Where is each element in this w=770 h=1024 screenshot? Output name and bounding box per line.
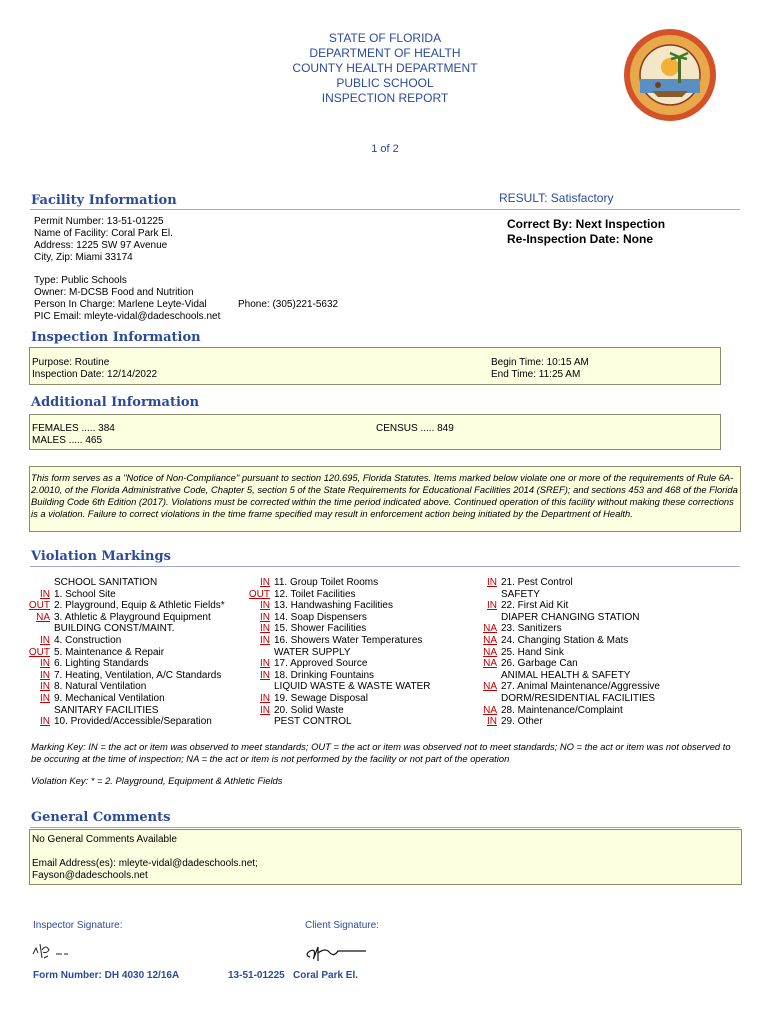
violation-label: 29. Other bbox=[501, 716, 543, 728]
violation-item bbox=[240, 635, 422, 647]
violation-label: 24. Changing Station & Mats bbox=[501, 635, 629, 646]
violation-code: IN bbox=[40, 681, 50, 693]
violation-code: NA bbox=[483, 635, 497, 646]
violation-label: 13. Handwashing Facilities bbox=[274, 600, 393, 612]
violation-code: IN bbox=[260, 623, 270, 635]
section-divider bbox=[30, 827, 740, 828]
section-divider bbox=[30, 209, 740, 210]
violation-code: NA bbox=[483, 704, 497, 716]
footer-permit: 13-51-01225 bbox=[228, 970, 285, 981]
violation-item bbox=[467, 623, 562, 635]
violation-label: 26. Garbage Can bbox=[501, 658, 578, 670]
header-line: PUBLIC SCHOOL bbox=[336, 76, 434, 90]
violation-label: 25. Hand Sink bbox=[501, 646, 564, 658]
violation-code: IN bbox=[40, 669, 50, 681]
violation-item bbox=[20, 681, 146, 693]
violation-label: 8. Natural Ventilation bbox=[54, 681, 147, 693]
violation-item bbox=[20, 693, 165, 705]
violation-code: IN bbox=[40, 658, 50, 670]
header-line: INSPECTION REPORT bbox=[321, 91, 449, 105]
violation-code: IN bbox=[487, 600, 497, 612]
violation-item bbox=[467, 693, 655, 705]
violation-label: 7. Heating, Ventilation, A/C Standards bbox=[54, 669, 222, 681]
comments-box bbox=[29, 829, 742, 885]
violation-label: 11. Group Toilet Rooms bbox=[274, 577, 379, 588]
reinspection-date: Re-Inspection Date: None bbox=[507, 232, 654, 246]
violation-label: 10. Provided/Accessible/Separation bbox=[54, 716, 212, 728]
violation-item bbox=[467, 612, 640, 624]
violation-label: SAFETY bbox=[501, 588, 540, 600]
violation-label: 28. Maintenance/Complaint bbox=[501, 704, 623, 716]
violation-code: OUT bbox=[28, 646, 50, 658]
general-comments: No General Comments Available bbox=[32, 834, 177, 845]
violation-label: 6. Lighting Standards bbox=[54, 658, 149, 670]
violation-item bbox=[240, 647, 351, 659]
violation-item bbox=[20, 658, 149, 670]
facility-details bbox=[30, 212, 740, 324]
violation-item bbox=[467, 716, 543, 728]
violation-item bbox=[240, 705, 344, 717]
violation-code: IN bbox=[487, 716, 497, 728]
inspection-box bbox=[29, 347, 721, 385]
person-in-charge: Person In Charge: Marlene Leyte-Vidal bbox=[34, 299, 207, 310]
violation-item bbox=[467, 589, 540, 601]
violation-label: 17. Approved Source bbox=[274, 658, 368, 670]
header-line: STATE OF FLORIDA bbox=[328, 31, 442, 45]
violation-label: ANIMAL HEALTH & SAFETY bbox=[501, 669, 631, 681]
violation-code: IN bbox=[260, 600, 270, 612]
violation-code: IN bbox=[40, 588, 50, 600]
facility-phone: Phone: (305)221-5632 bbox=[238, 299, 339, 310]
violation-item bbox=[20, 635, 121, 647]
form-number: Form Number: DH 4030 12/16A bbox=[33, 970, 180, 981]
violation-label: 4. Construction bbox=[54, 635, 122, 646]
violation-label: 19. Sewage Disposal bbox=[274, 693, 368, 704]
correct-by: Correct By: Next Inspection bbox=[507, 217, 666, 231]
facility-address: Address: 1225 SW 97 Avenue bbox=[34, 240, 168, 251]
violation-label: BUILDING CONST/MAINT. bbox=[54, 623, 175, 635]
violation-code: NA bbox=[36, 611, 50, 623]
violation-item bbox=[467, 577, 573, 589]
violation-item bbox=[467, 635, 628, 647]
result-status: RESULT: Satisfactory bbox=[499, 191, 614, 205]
begin-time: Begin Time: 10:15 AM bbox=[491, 357, 589, 368]
violation-code: IN bbox=[260, 704, 270, 716]
violation-item bbox=[467, 670, 630, 682]
violation-code: IN bbox=[260, 577, 270, 588]
census-count: CENSUS ..... 849 bbox=[376, 423, 454, 434]
violation-item bbox=[20, 716, 212, 728]
violation-item bbox=[20, 670, 221, 682]
additional-box bbox=[29, 414, 721, 450]
pic-email: PIC Email: mleyte-vidal@dadeschools.net bbox=[34, 311, 221, 322]
violation-item bbox=[240, 670, 374, 682]
violation-code: IN bbox=[260, 611, 270, 623]
violation-label: 22. First Aid Kit bbox=[501, 600, 569, 612]
males-count: MALES ..... 465 bbox=[32, 435, 103, 446]
violation-item bbox=[240, 681, 431, 693]
violation-item bbox=[467, 681, 660, 693]
violation-code: IN bbox=[40, 635, 50, 646]
inspector-signature-label: Inspector Signature: bbox=[33, 920, 123, 931]
violation-code: NA bbox=[483, 681, 497, 693]
notice-text: This form serves as a "Notice of Non-Compliance" pursuant to section 120.695, Florida Statutes. Items marked below violate one or more of the requirements of Rule 6A-2.0010, of the Florida Administrative Code, Chapter 5, section 5 of the State Requirements for Educational Facilities 2014 (SREF); and sections 453 and 468 of the Florida Building Code 6th Edition (2017). Violations must be corrected within the time period indicated above. Continued operation of this facility without making these corrections is a violation. Failure to correct violations in the time frame specified may result in enforcement action being initiated by the Department of Health. bbox=[31, 472, 738, 519]
violation-item bbox=[240, 612, 367, 624]
violations-grid bbox=[0, 577, 770, 732]
violation-code: IN bbox=[40, 693, 50, 704]
violation-label: WATER SUPPLY bbox=[274, 646, 351, 658]
violation-label: 20. Solid Waste bbox=[274, 704, 344, 716]
violation-label: 2. Playground, Equip & Athletic Fields* bbox=[54, 600, 225, 612]
violation-key: Violation Key: * = 2. Playground, Equipment & Athletic Fields bbox=[31, 775, 283, 786]
violation-item bbox=[240, 658, 367, 670]
header-line: DEPARTMENT OF HEALTH bbox=[309, 46, 461, 60]
violation-label: 21. Pest Control bbox=[501, 577, 573, 588]
violation-item bbox=[467, 647, 564, 659]
state-seal-icon bbox=[622, 27, 718, 123]
violation-label: SANITARY FACILITIES bbox=[54, 704, 159, 716]
violation-item bbox=[20, 577, 157, 589]
facility-section-title: Facility Information bbox=[31, 193, 177, 208]
violation-label: 14. Soap Dispensers bbox=[274, 611, 367, 623]
violation-label: PEST CONTROL bbox=[274, 716, 352, 728]
violation-item bbox=[240, 577, 378, 589]
facility-type: Type: Public Schools bbox=[34, 275, 127, 286]
violation-item bbox=[240, 623, 366, 635]
violation-code: NA bbox=[483, 658, 497, 670]
violation-item bbox=[240, 589, 356, 601]
violation-label: LIQUID WASTE & WASTE WATER bbox=[274, 681, 431, 693]
violation-item bbox=[240, 600, 393, 612]
facility-name: Name of Facility: Coral Park El. bbox=[34, 228, 173, 239]
facility-city: City, Zip: Miami 33174 bbox=[34, 252, 133, 263]
violation-code: OUT bbox=[28, 600, 50, 612]
violations-section-title: Violation Markings bbox=[31, 549, 171, 564]
violation-item bbox=[240, 716, 352, 728]
violation-item bbox=[467, 600, 568, 612]
violation-item bbox=[20, 647, 164, 659]
header-line: COUNTY HEALTH DEPARTMENT bbox=[292, 61, 478, 75]
violation-code: IN bbox=[40, 716, 50, 728]
violation-label: 15. Shower Facilities bbox=[274, 623, 367, 635]
section-divider bbox=[30, 566, 740, 567]
violation-label: 12. Toilet Facilities bbox=[274, 588, 356, 600]
violation-item bbox=[240, 693, 368, 705]
client-signature-label: Client Signature: bbox=[305, 920, 379, 931]
report-header bbox=[190, 31, 580, 106]
inspection-section-title: Inspection Information bbox=[31, 330, 201, 345]
additional-section-title: Additional Information bbox=[31, 395, 200, 410]
client-signature bbox=[300, 935, 370, 970]
violation-code: IN bbox=[260, 669, 270, 681]
violation-code: IN bbox=[260, 635, 270, 646]
comment-emails: Email Address(es): mleyte-vidal@dadeschools.net; bbox=[32, 858, 258, 869]
violation-item bbox=[20, 705, 158, 717]
violation-code: NA bbox=[483, 623, 497, 635]
end-time: End Time: 11:25 AM bbox=[491, 369, 581, 380]
inspection-purpose: Purpose: Routine bbox=[32, 357, 110, 368]
footer-facility: Coral Park El. bbox=[293, 970, 359, 981]
violation-label: SCHOOL SANITATION bbox=[54, 577, 158, 588]
females-count: FEMALES ..... 384 bbox=[32, 423, 115, 434]
marking-key: Marking Key: IN = the act or item was observed to meet standards; OUT = the act or item was observed not to meet standards; NO = the act or item was not observed to be occuring at the time of inspection; NA = the act or item is not performed by the facility or not part of the operation bbox=[31, 741, 731, 764]
violation-code: NA bbox=[483, 646, 497, 658]
violation-item bbox=[20, 589, 116, 601]
violation-label: 1. School Site bbox=[54, 588, 116, 600]
violation-item bbox=[467, 705, 623, 717]
violation-item bbox=[20, 612, 211, 624]
violation-item bbox=[467, 658, 578, 670]
violation-label: 5. Maintenance & Repair bbox=[54, 646, 165, 658]
inspector-signature bbox=[30, 938, 70, 969]
violation-item bbox=[20, 600, 225, 612]
comments-section-title: General Comments bbox=[31, 810, 171, 825]
comment-emails: Fayson@dadeschools.net bbox=[32, 870, 148, 881]
violation-code: OUT bbox=[248, 588, 270, 600]
violation-code: IN bbox=[487, 577, 497, 588]
violation-label: 3. Athletic & Playground Equipment bbox=[54, 611, 211, 623]
violation-label: 16. Showers Water Temperatures bbox=[274, 635, 423, 646]
violation-label: 27. Animal Maintenance/Aggressive bbox=[501, 681, 660, 693]
violation-label: DIAPER CHANGING STATION bbox=[501, 611, 640, 623]
violation-code: IN bbox=[260, 658, 270, 670]
violation-label: 23. Sanitizers bbox=[501, 623, 562, 635]
violation-label: 9. Mechanical Ventilation bbox=[54, 693, 165, 704]
violation-label: DORM/RESIDENTIAL FACILITIES bbox=[501, 693, 656, 704]
inspection-date: Inspection Date: 12/14/2022 bbox=[32, 369, 158, 380]
permit-number: Permit Number: 13-51-01225 bbox=[34, 216, 164, 227]
violation-item bbox=[20, 623, 175, 635]
violation-label: 18. Drinking Fountains bbox=[274, 669, 375, 681]
page-number: 1 of 2 bbox=[371, 143, 399, 155]
facility-owner: Owner: M-DCSB Food and Nutrition bbox=[34, 287, 194, 298]
violation-code: IN bbox=[260, 693, 270, 704]
